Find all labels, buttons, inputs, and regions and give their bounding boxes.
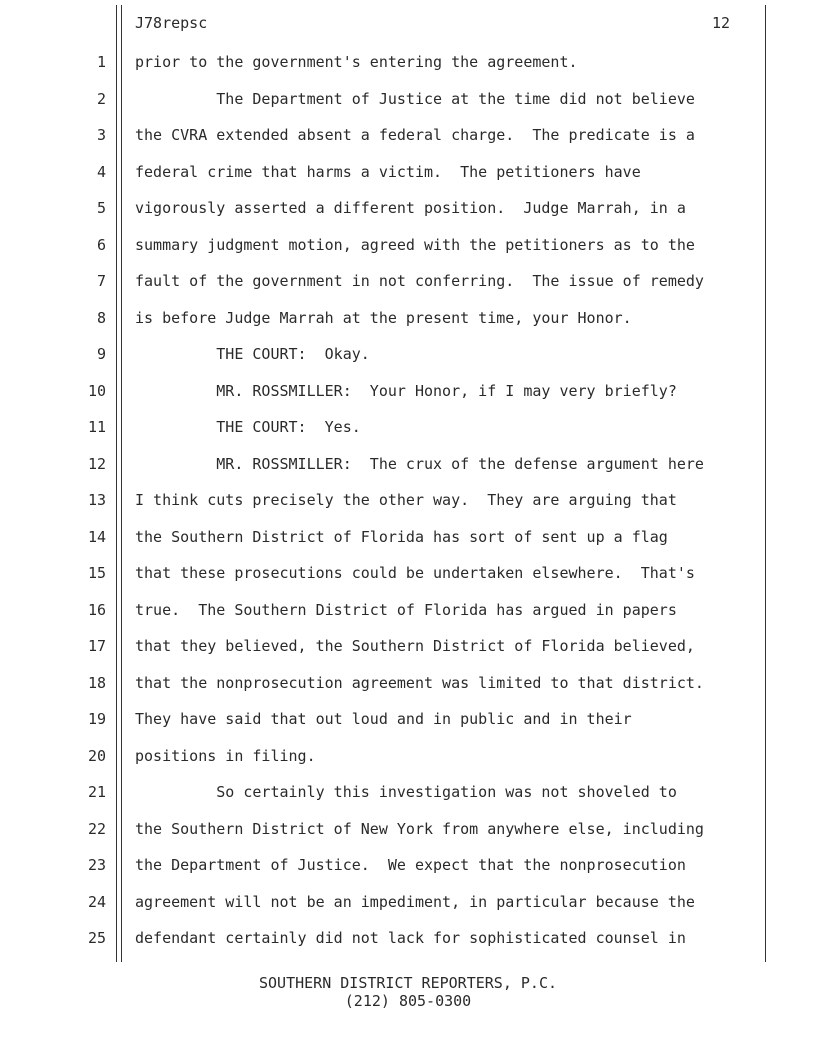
transcript-line: [0, 307, 816, 329]
line-text: the CVRA extended absent a federal charge. The predicate is a: [135, 126, 695, 144]
transcript-line: [0, 672, 816, 694]
line-number: 15: [87, 564, 106, 582]
line-text: MR. ROSSMILLER: The crux of the defense argument here: [135, 454, 704, 473]
line-text: the Southern District of New York from anywhere else, including: [135, 819, 704, 838]
transcript-line: [0, 854, 816, 876]
transcript-line: [0, 927, 816, 949]
reporter-name: SOUTHERN DISTRICT REPORTERS, P.C.: [258, 974, 557, 992]
line-number: 13: [87, 491, 106, 509]
line-number: 10: [87, 381, 106, 400]
line-text: that they believed, the Southern District of Florida believed,: [135, 637, 695, 655]
line-text: true. The Southern District of Florida has argued in papers: [135, 600, 677, 619]
transcript-line: [0, 745, 816, 767]
transcript-line: [0, 234, 816, 256]
transcript-line: [0, 88, 816, 110]
line-text: is before Judge Marrah at the present time, your Honor.: [135, 308, 632, 327]
line-text: I think cuts precisely the other way. They are arguing that: [135, 491, 677, 509]
line-number: 21: [87, 783, 106, 801]
line-number: 7: [96, 272, 106, 290]
line-number: 17: [87, 637, 106, 655]
transcript-line: [0, 489, 816, 511]
line-text: MR. ROSSMILLER: Your Honor, if I may very briefly?: [135, 381, 677, 400]
line-number: 22: [87, 819, 106, 838]
line-text: the Southern District of Florida has sort of sent up a flag: [135, 527, 668, 546]
line-text: agreement will not be an impediment, in particular because the: [135, 892, 695, 911]
line-number: 25: [87, 929, 106, 947]
line-text: defendant certainly did not lack for sophisticated counsel in: [135, 929, 686, 947]
line-number: 24: [87, 892, 106, 911]
transcript-code: J78repsc: [135, 14, 208, 32]
line-number: 11: [87, 418, 106, 436]
reporter-phone: (212) 805-0300: [344, 992, 472, 1010]
transcript-line: [0, 526, 816, 548]
transcript-line: [0, 708, 816, 730]
line-number: 23: [87, 856, 106, 874]
line-text: summary judgment motion, agreed with the petitioners as to the: [135, 235, 695, 254]
transcript-line: [0, 562, 816, 584]
transcript-line: [0, 343, 816, 365]
transcript-line: [0, 635, 816, 657]
transcript-line: [0, 161, 816, 183]
line-text: that these prosecutions could be undertaken elsewhere. That's: [135, 564, 695, 582]
line-text: fault of the government in not conferring. The issue of remedy: [135, 272, 704, 290]
line-text: the Department of Justice. We expect that the nonprosecution: [135, 856, 686, 874]
line-text: THE COURT: Yes.: [135, 418, 361, 436]
line-number: 9: [96, 345, 106, 363]
line-text: federal crime that harms a victim. The petitioners have: [135, 162, 641, 181]
transcript-line: [0, 270, 816, 292]
line-number: 8: [96, 308, 106, 327]
line-text: They have said that out loud and in public and in their: [135, 710, 632, 728]
line-number: 6: [96, 235, 106, 254]
line-number: 12: [87, 454, 106, 473]
footer: [0, 974, 816, 1010]
line-number: 19: [87, 710, 106, 728]
transcript-line: [0, 416, 816, 438]
line-text: that the nonprosecution agreement was limited to that district.: [135, 673, 704, 692]
transcript-line: [0, 818, 816, 840]
line-text: prior to the government's entering the agreement.: [135, 53, 578, 71]
transcript-line: [0, 599, 816, 621]
line-number: 5: [96, 199, 106, 217]
page-number: 12: [711, 14, 730, 32]
transcript-line: [0, 453, 816, 475]
line-text: The Department of Justice at the time did not believe: [135, 89, 695, 108]
line-number: 14: [87, 527, 106, 546]
line-text: THE COURT: Okay.: [135, 345, 370, 363]
transcript-line: [0, 51, 816, 73]
transcript-line: [0, 124, 816, 146]
line-text: So certainly this investigation was not shoveled to: [135, 783, 677, 801]
transcript-line: [0, 781, 816, 803]
line-number: 3: [96, 126, 106, 144]
transcript-line: [0, 380, 816, 402]
line-text: positions in filing.: [135, 746, 316, 765]
line-number: 1: [96, 53, 106, 71]
line-number: 16: [87, 600, 106, 619]
line-number: 4: [96, 162, 106, 181]
line-number: 20: [87, 746, 106, 765]
transcript-line: [0, 891, 816, 913]
transcript-line: [0, 197, 816, 219]
line-number: 2: [96, 89, 106, 108]
line-number: 18: [87, 673, 106, 692]
line-text: vigorously asserted a different position. Judge Marrah, in a: [135, 199, 686, 217]
